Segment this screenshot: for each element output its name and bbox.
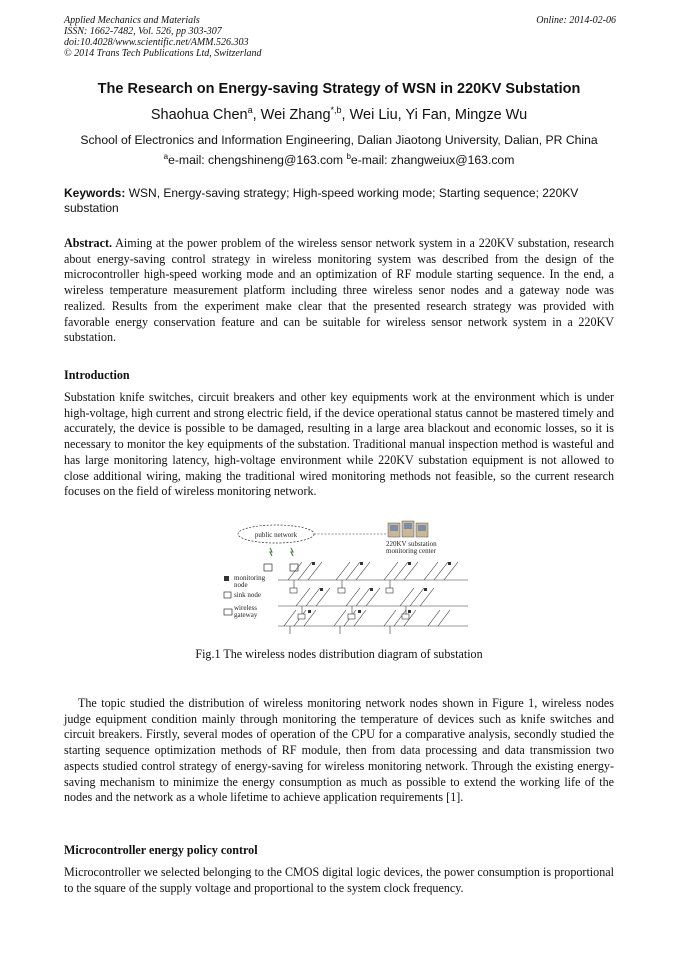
- email-marker: a: [163, 152, 169, 161]
- legend-sink: sink node: [234, 591, 262, 599]
- gateway-legend-icon: [224, 609, 232, 615]
- affiliation: School of Electronics and Information Engineering, Dalian Jiaotong University, Dalian, PR China: [80, 133, 598, 147]
- paragraph: Microcontroller we selected belonging to the CMOS digital logic devices, the power consumption is proportional to the square of the supply voltage and proportional to the system clock frequency.: [64, 865, 614, 895]
- legend-monitoring-1: monitoring: [234, 574, 266, 582]
- sink-node-icon: [224, 592, 231, 598]
- abstract: [64, 236, 614, 346]
- legend-wireless-1: wireless: [234, 604, 257, 612]
- legend-wireless-2: gateway: [234, 611, 258, 619]
- legend-monitoring-2: node: [234, 581, 248, 589]
- issn-line: ISSN: 1662-7482, Vol. 526, pp 303-307: [64, 26, 222, 37]
- diagram-svg: [218, 518, 480, 638]
- author-name: Shaohua Chen: [150, 106, 248, 123]
- section-heading: Microcontroller energy policy control: [64, 843, 258, 857]
- gateway-icon: [290, 564, 298, 571]
- doi-line: doi:10.4028/www.scientific.net/AMM.526.303: [64, 37, 249, 48]
- wireless-signal-icon: [270, 548, 272, 556]
- gateway-icon: [264, 564, 272, 571]
- author-names-rest: , Wei Liu, Yi Fan, Mingze Wu: [341, 106, 528, 123]
- section-heading: Introduction: [64, 368, 130, 382]
- online-date: Online: 2014-02-06: [536, 15, 616, 26]
- journal-name: Applied Mechanics and Materials: [64, 15, 200, 26]
- author-marker: *,b: [330, 105, 342, 115]
- computer-icon: [388, 521, 428, 537]
- center-label-line1: 220KV substation: [386, 540, 437, 548]
- figure-caption: Fig.1 The wireless nodes distribution diagram of substation: [195, 647, 483, 661]
- email-line: [0, 152, 678, 167]
- author-list: Shaohua Chen$^a$, Wei Zhang$^{*,b}$, Wei Liu, Yi Fan, Mingze Wu: [150, 105, 528, 123]
- monitoring-nodes: [308, 562, 451, 613]
- journal-header: [64, 15, 616, 59]
- keywords: [64, 186, 614, 216]
- substation-equipment: [278, 562, 468, 634]
- wireless-signal-icon: [291, 548, 293, 556]
- center-label-line2: monitoring center: [386, 547, 436, 555]
- public-network-label: public network: [254, 531, 298, 539]
- keywords-text: WSN, Energy-saving strategy; High-speed working mode; Starting sequence; 220KV substation: [64, 186, 579, 215]
- copyright-line: © 2014 Trans Tech Publications Ltd, Switzerland: [64, 48, 262, 59]
- author-name: Wei Zhang: [260, 106, 331, 123]
- paper-title: The Research on Energy-saving Strategy of WSN in 220KV Substation: [97, 81, 581, 97]
- email-a: e-mail: chengshineng@163.com: [168, 153, 344, 168]
- abstract-text: Aiming at the power problem of the wireless sensor network system in a 220KV substation, research about energy-saving control strategy in wireless monitoring system was described from the design of the microcontroller high-speed working mode and an optimization of RF module starting sequence. In the end, a wireless temperature measurement platform including three wireless senor nodes and a gateway node was realized. Results from the experiment make clear that the presented research strategy was provided with favorable energy conservation feature and can be suitable for wireless sensor network system in a 220KV substation.: [64, 236, 615, 345]
- figure-substation-diagram: [218, 518, 480, 638]
- monitoring-node-icon: [224, 576, 229, 581]
- abstract-label: Abstract.: [64, 236, 113, 250]
- keywords-label: Keywords:: [64, 186, 126, 200]
- email-b: e-mail: zhangweiux@163.com: [350, 153, 515, 168]
- email-marker: b: [346, 152, 351, 161]
- paragraph: The topic studied the distribution of wireless monitoring network nodes shown in Figure 1, wireless nodes judge equipment condition mainly through monitoring the temperature of devices such as knife switches and circuit breakers. Firstly, several modes of operation of the CPU for a comparative analysis, secondly studied the starting sequence optimization methods of RF module, then from data processing and data transmission two aspects studied control strategy of energy-saving for wireless monitoring network. Through the existing energy-saving mechanism to minimize the energy consumption as much as possible to extend the working life of the nodes and the network as a whole lifetime to achieve application requirements [1].: [64, 696, 614, 805]
- author-marker: a: [247, 105, 253, 115]
- paragraph: Substation knife switches, circuit breakers and other key equipments work at the environment which is under high-voltage, high current and strong electric field, if the device operational status cannot be mastered timely and accurately, the device is possible to be damaged, resulting in a large area blackout and economic losses, so it is necessary to monitor the key equipments of the substation. Traditional manual inspection method is wasteful and has large monitoring latency, high-voltage environment while 220KV substation equipment is not allowed to close additional wiring, making the traditional wired monitoring methods not feasible, so the current research focuses on the field of wireless monitoring network.: [64, 390, 614, 499]
